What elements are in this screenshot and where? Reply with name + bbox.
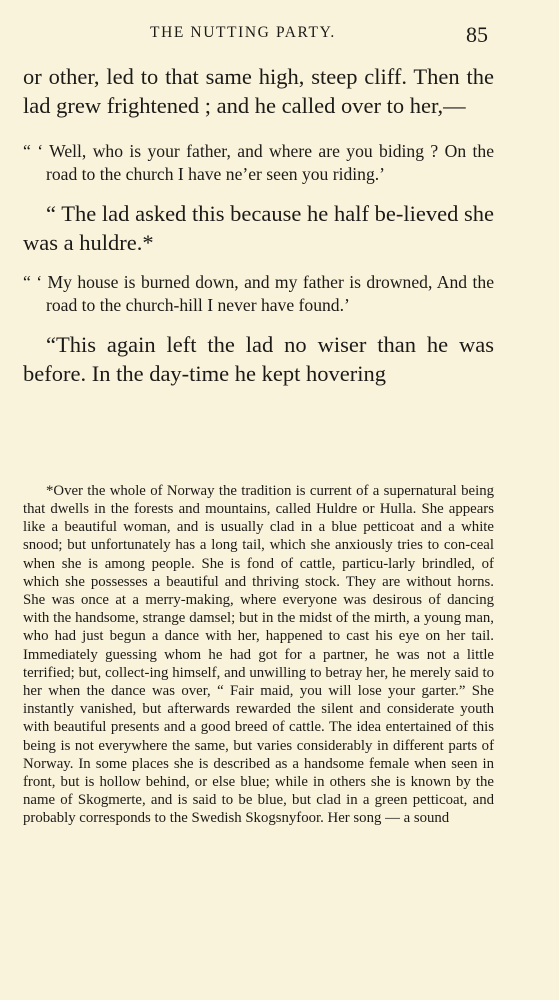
paragraph-hovering: “This again left the lad no wiser than he was before. In the day-time he kept hovering	[23, 332, 494, 386]
verse-quote-1: “ ‘ Well, who is your father, and where are you biding ? On the road to the church I have ne’er seen you riding.’	[23, 141, 494, 184]
running-title: THE NUTTING PARTY.	[150, 24, 336, 41]
paragraph-continued: or other, led to that same high, steep cliff. Then the lad grew frightened ; and he called over to her,—	[23, 64, 494, 118]
body-text	[23, 63, 494, 388]
verse-quote-2: “ ‘ My house is burned down, and my father is drowned, And the road to the church-hill I never have found.’	[23, 272, 494, 315]
page-number: 85	[466, 22, 488, 47]
footnote: *Over the whole of Norway the tradition is current of a supernatural being that dwells in the forests and mountains, called Huldre or Hulla. She appears like a beautiful woman, and is usually clad in a blue petticoat and a white snood; but unfortunately has a long tail, which she anxiously tries to con-ceal when she is among people. She is fond of cattle, particu-larly brindled, of which she possesses a beautiful and thriving stock. They are without horns. She was once at a merry-making, where everyone was desirous of dancing with the handsome, strange damsel; but in the midst of the mirth, a young man, who had just begun a dance with her, happened to cast his eye on her tail. Immediately guessing whom he had got for a partner, he was not a little terrified; but, collect-ing himself, and unwilling to betray her, he merely said to her when the dance was over, “ Fair maid, you will lose your garter.” She instantly vanished, but afterwards rewarded the silent and considerate youth with beautiful presents and a good breed of cattle. The idea entertained of this being is not everywhere the same, but varies considerably in different parts of Norway. In some places she is described as a handsome female when seen in front, but is hollow behind, or else blue; while in others she is known by the name of Skogmerte, and is said to be blue, but clad in a green petticoat, and probably corresponds to the Swedish Skogsnyfoor. Her song — a sound	[23, 482, 494, 827]
paragraph-huldre: “ The lad asked this because he half be-lieved she was a huldre.*	[23, 201, 494, 255]
running-head	[0, 22, 559, 46]
